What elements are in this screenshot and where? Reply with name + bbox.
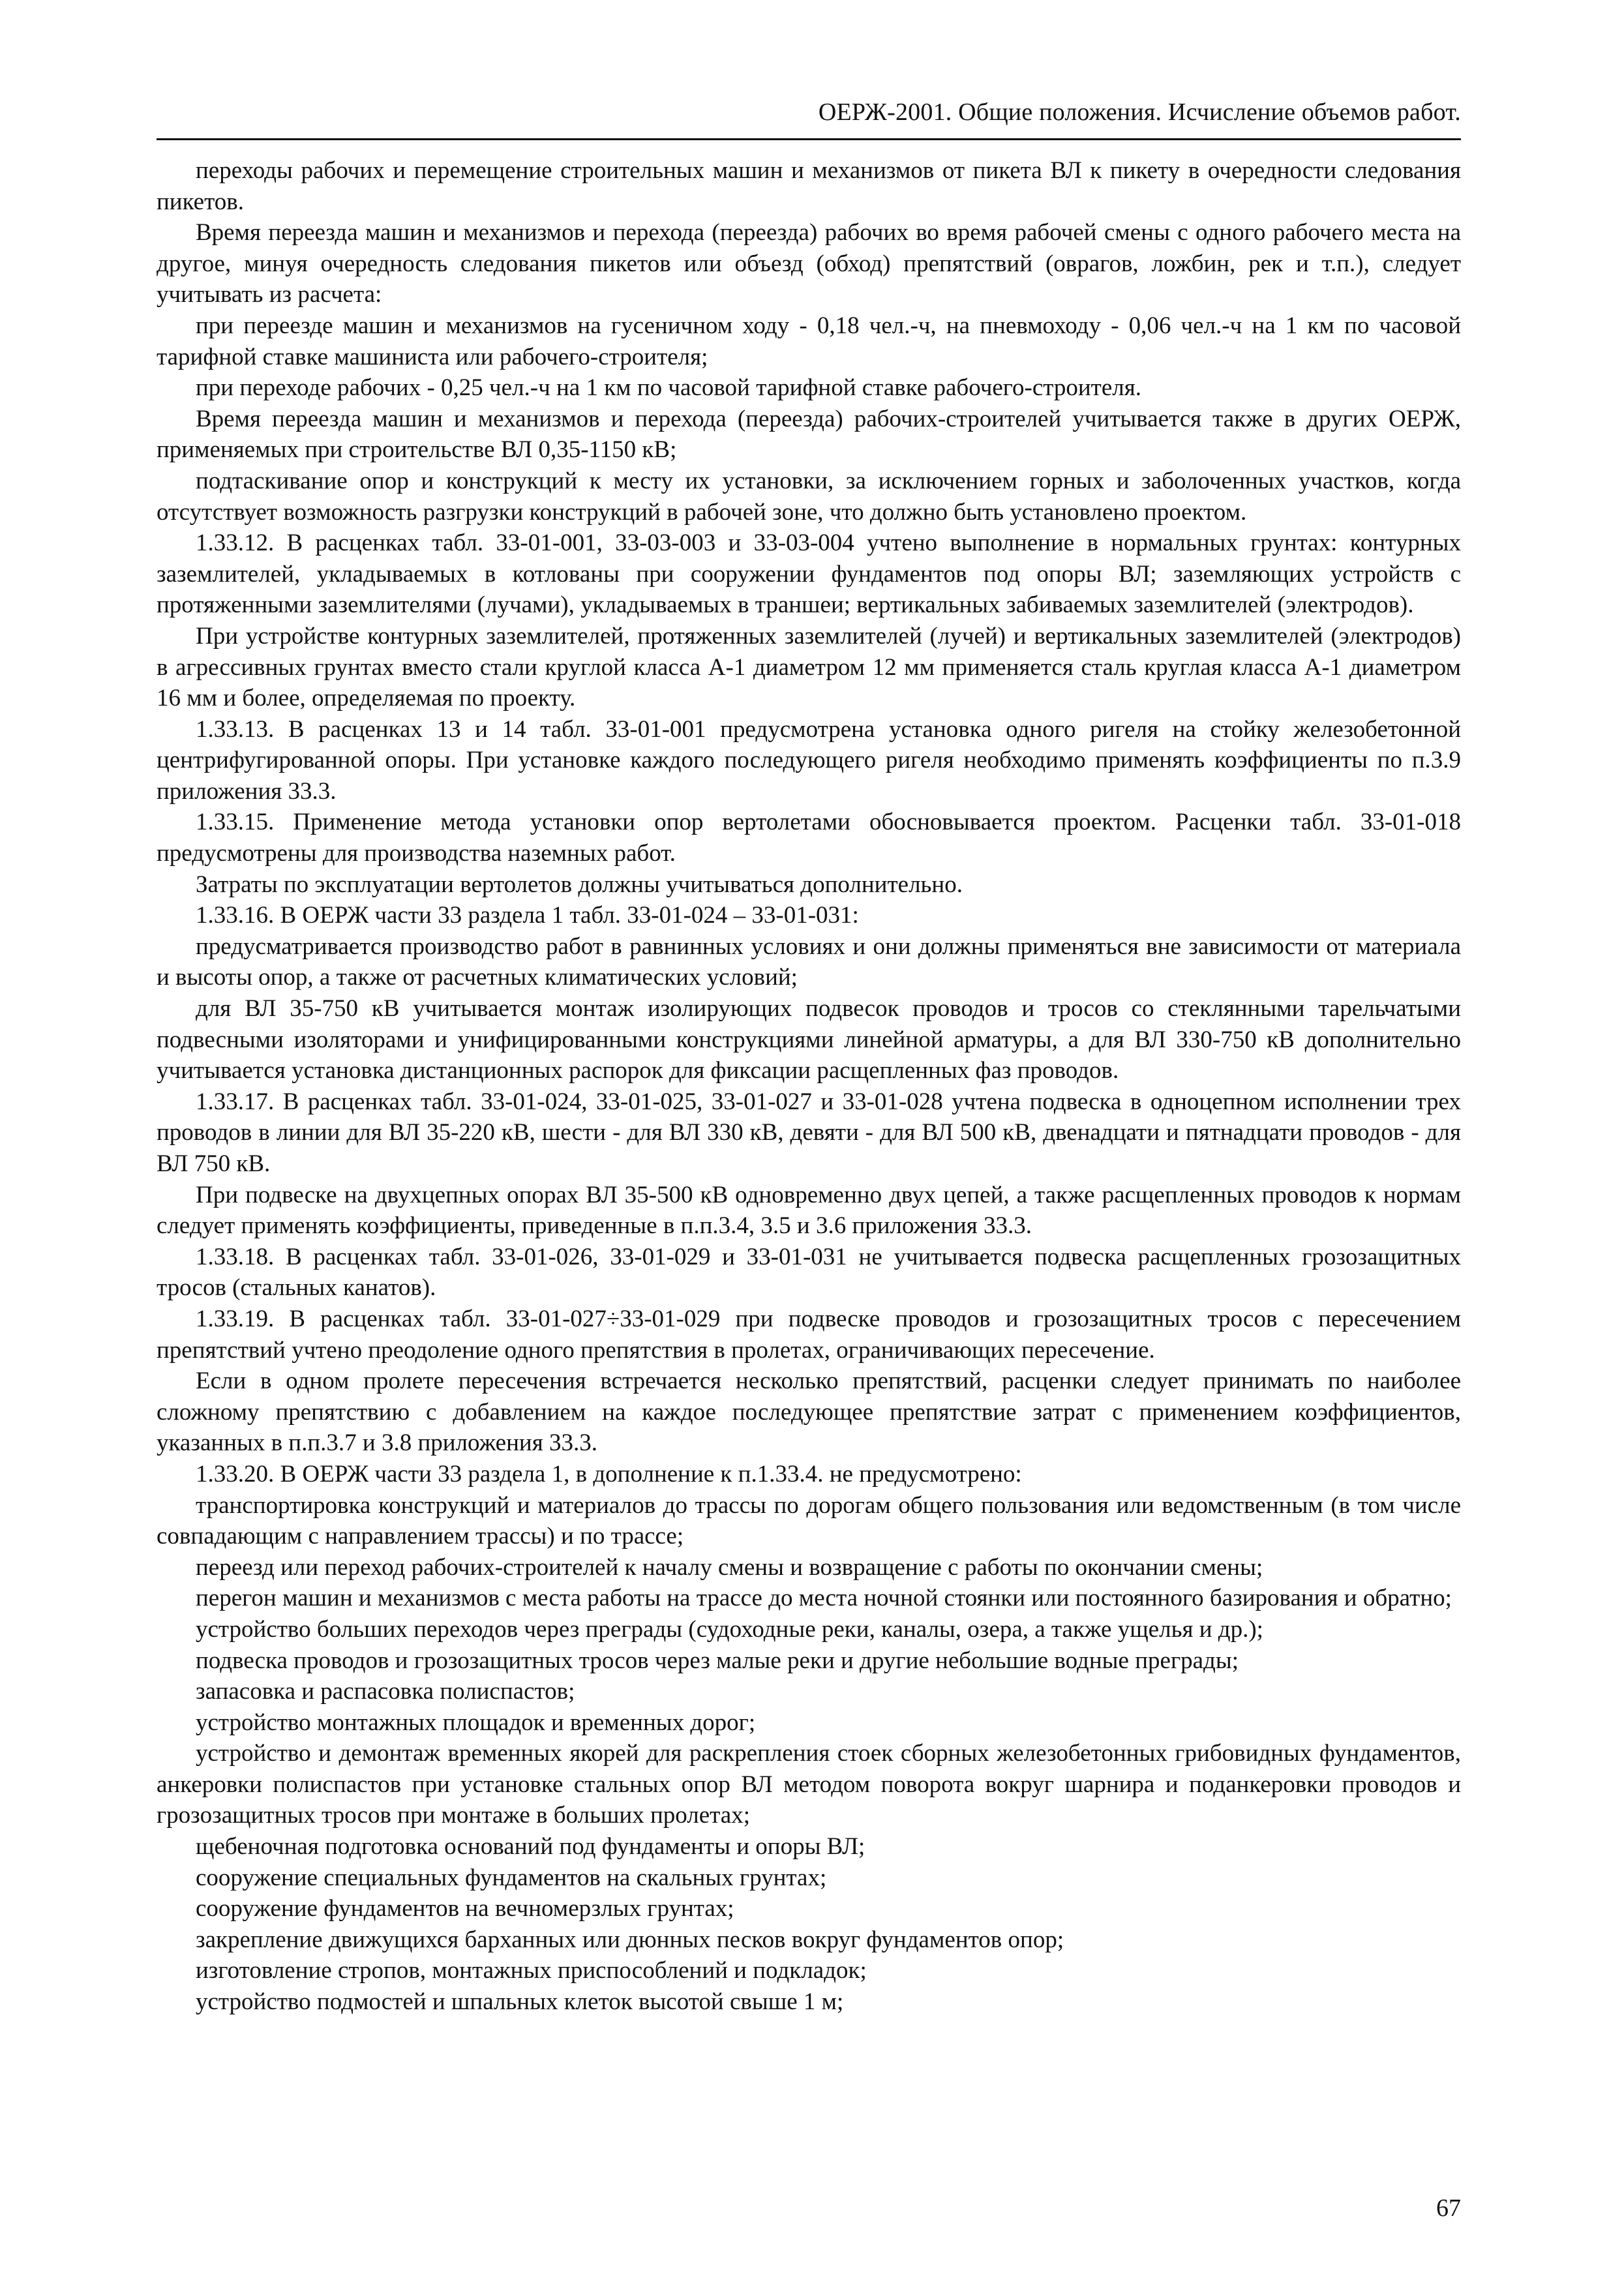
paragraph: 1.33.15. Применение метода установки опор вертолетами обосновывается проектом. Расценки табл. 33-01-018 предусмотрены для производства наземных работ. xyxy=(157,809,1461,867)
paragraph: подвеска проводов и грозозащитных тросов через малые реки и другие небольшие водные преграды; xyxy=(196,1647,1239,1674)
page-number: 67 xyxy=(1436,2194,1461,2222)
paragraph: устройство монтажных площадок и временных дорог; xyxy=(196,1709,756,1736)
paragraph: при переходе рабочих - 0,25 чел.-ч на 1 км по часовой тарифной ставке рабочего-строителя. xyxy=(196,374,1142,402)
paragraph: При устройстве контурных заземлителей, протяженных заземлителей (лучей) и вертикальных заземлителей (электродов) в агрессивных грунтах вместо стали круглой класса А-1 диаметром 12 мм применяется сталь круглая класса А-1 диаметром 16 мм и более, определяемая по проекту. xyxy=(157,622,1461,712)
paragraph: Время переезда машин и механизмов и перехода (переезда) рабочих-строителей учитывается также в других ОЕРЖ, применяемых при строительстве ВЛ 0,35-1150 кВ; xyxy=(157,405,1461,464)
paragraph: для ВЛ 35-750 кВ учитывается монтаж изолирующих подвесок проводов и тросов со стеклянными тарельчатыми подвесными изоляторами и унифицированными конструкциями линейной арматуры, а для ВЛ 330-750 кВ дополнительно учитывается установка дистанционных распорок для фиксации расщепленных фаз проводов. xyxy=(157,995,1461,1085)
running-header xyxy=(157,93,1461,140)
paragraph: Время переезда машин и механизмов и перехода (переезда) рабочих во время рабочей смены с одного рабочего места на другое, минуя очередность следования пикетов или объезд (обход) препятствий (оврагов, ложбин, рек и т.п.), следует учитывать из расчета: xyxy=(157,219,1461,308)
paragraph: 1.33.19. В расценках табл. 33-01-027÷33-01-029 при подвеске проводов и грозозащитных тросов с пересечением препятствий учтено преодоление одного препятствия в пролетах, ограничивающих пересечение. xyxy=(157,1305,1461,1364)
paragraph: запасовка и распасовка полиспастов; xyxy=(196,1678,575,1705)
paragraph: 1.33.12. В расценках табл. 33-01-001, 33-03-003 и 33-03-004 учтено выполнение в нормальных грунтах: контурных заземлителей, укладываемых в котлованы при сооружении фундаментов под опоры ВЛ; заземляющих устройств с протяженными заземлителями (лучами), укладываемых в траншеи; вертикальных забиваемых заземлителей (электродов). xyxy=(157,530,1461,619)
paragraph: 1.33.13. В расценках 13 и 14 табл. 33-01-001 предусмотрена установка одного ригеля на стойку железобетонной центрифугированной опоры. При установке каждого последующего ригеля необходимо применять коэффициенты по п.3.9 приложения 33.3. xyxy=(157,715,1461,805)
paragraph: предусматривается производство работ в равнинных условиях и они должны применяться вне зависимости от материала и высоты опор, а также от расчетных климатических условий; xyxy=(157,933,1461,991)
paragraph: устройство подмостей и шпальных клеток высотой свыше 1 м; xyxy=(196,1988,844,2016)
paragraph: 1.33.18. В расценках табл. 33-01-026, 33-01-029 и 33-01-031 не учитывается подвеска расщепленных грозозащитных тросов (стальных канатов). xyxy=(157,1243,1461,1302)
paragraph: изготовление стропов, монтажных приспособлений и подкладок; xyxy=(196,1957,867,1984)
paragraph: устройство больших переходов через преграды (судоходные реки, каналы, озера, а также ущелья и др.); xyxy=(196,1615,1263,1643)
paragraph: 1.33.16. В ОЕРЖ части 33 раздела 1 табл. 33-01-024 – 33-01-031: xyxy=(196,902,859,929)
paragraph: при переезде машин и механизмов на гусеничном ходу - 0,18 чел.-ч, на пневмоходу - 0,06 чел.-ч на 1 км по часовой тарифной ставке машиниста или рабочего-строителя; xyxy=(157,312,1461,370)
paragraph: щебеночная подготовка оснований под фундаменты и опоры ВЛ; xyxy=(196,1833,865,1861)
paragraph: переходы рабочих и перемещение строительных машин и механизмов от пикета ВЛ к пикету в очередности следования пикетов. xyxy=(157,157,1461,215)
paragraph: 1.33.17. В расценках табл. 33-01-024, 33-01-025, 33-01-027 и 33-01-028 учтена подвеска в одноцепном исполнении трех проводов в линии для ВЛ 35-220 кВ, шести - для ВЛ 330 кВ, девяти - для ВЛ 500 кВ, двенадцати и пятнадцати проводов - для ВЛ 750 кВ. xyxy=(157,1088,1461,1177)
paragraph: При подвеске на двухцепных опорах ВЛ 35-500 кВ одновременно двух цепей, а также расщепленных проводов к нормам следует применять коэффициенты, приведенные в п.п.3.4, 3.5 и 3.6 приложения 33.3. xyxy=(157,1181,1461,1240)
header-title: ОЕРЖ-2001. Общие положения. Исчисление объемов работ. xyxy=(818,98,1461,126)
paragraph: Затраты по эксплуатации вертолетов должны учитываться дополнительно. xyxy=(196,871,963,898)
paragraph: Если в одном пролете пересечения встречается несколько препятствий, расценки следует принимать по наиболее сложному препятствию с добавлением на каждое последующее препятствие затрат с применением коэффициентов, указанных в п.п.3.7 и 3.8 приложения 33.3. xyxy=(157,1368,1461,1457)
paragraph: закрепление движущихся барханных или дюнных песков вокруг фундаментов опор; xyxy=(196,1926,1064,1953)
paragraph: подтаскивание опор и конструкций к месту их установки, за исключением горных и заболоченных участков, когда отсутствует возможность разгрузки конструкций в рабочей зоне, что должно быть установлено проектом. xyxy=(157,467,1461,526)
paragraph: транспортировка конструкций и материалов до трассы по дорогам общего пользования или ведомственным (в том числе совпадающим с направлением трассы) и по трассе; xyxy=(157,1491,1461,1550)
body-text xyxy=(157,155,1461,2018)
paragraph: перегон машин и механизмов с места работы на трассе до места ночной стоянки или постоянного базирования и обратно; xyxy=(196,1585,1452,1612)
paragraph: переезд или переход рабочих-строителей к началу смены и возвращение с работы по окончании смены; xyxy=(196,1553,1263,1581)
paragraph: сооружение специальных фундаментов на скальных грунтах; xyxy=(196,1864,827,1891)
paragraph: сооружение фундаментов на вечномерзлых грунтах; xyxy=(196,1895,734,1922)
paragraph: 1.33.20. В ОЕРЖ части 33 раздела 1, в дополнение к п.1.33.4. не предусмотрено: xyxy=(196,1460,1022,1488)
paragraph: устройство и демонтаж временных якорей для раскрепления стоек сборных железобетонных грибовидных фундаментов, анкеровки полиспастов при установке стальных опор ВЛ методом поворота вокруг шарнира и поданкеровки проводов и грозозащитных тросов при монтаже в больших пролетах; xyxy=(157,1740,1461,1829)
